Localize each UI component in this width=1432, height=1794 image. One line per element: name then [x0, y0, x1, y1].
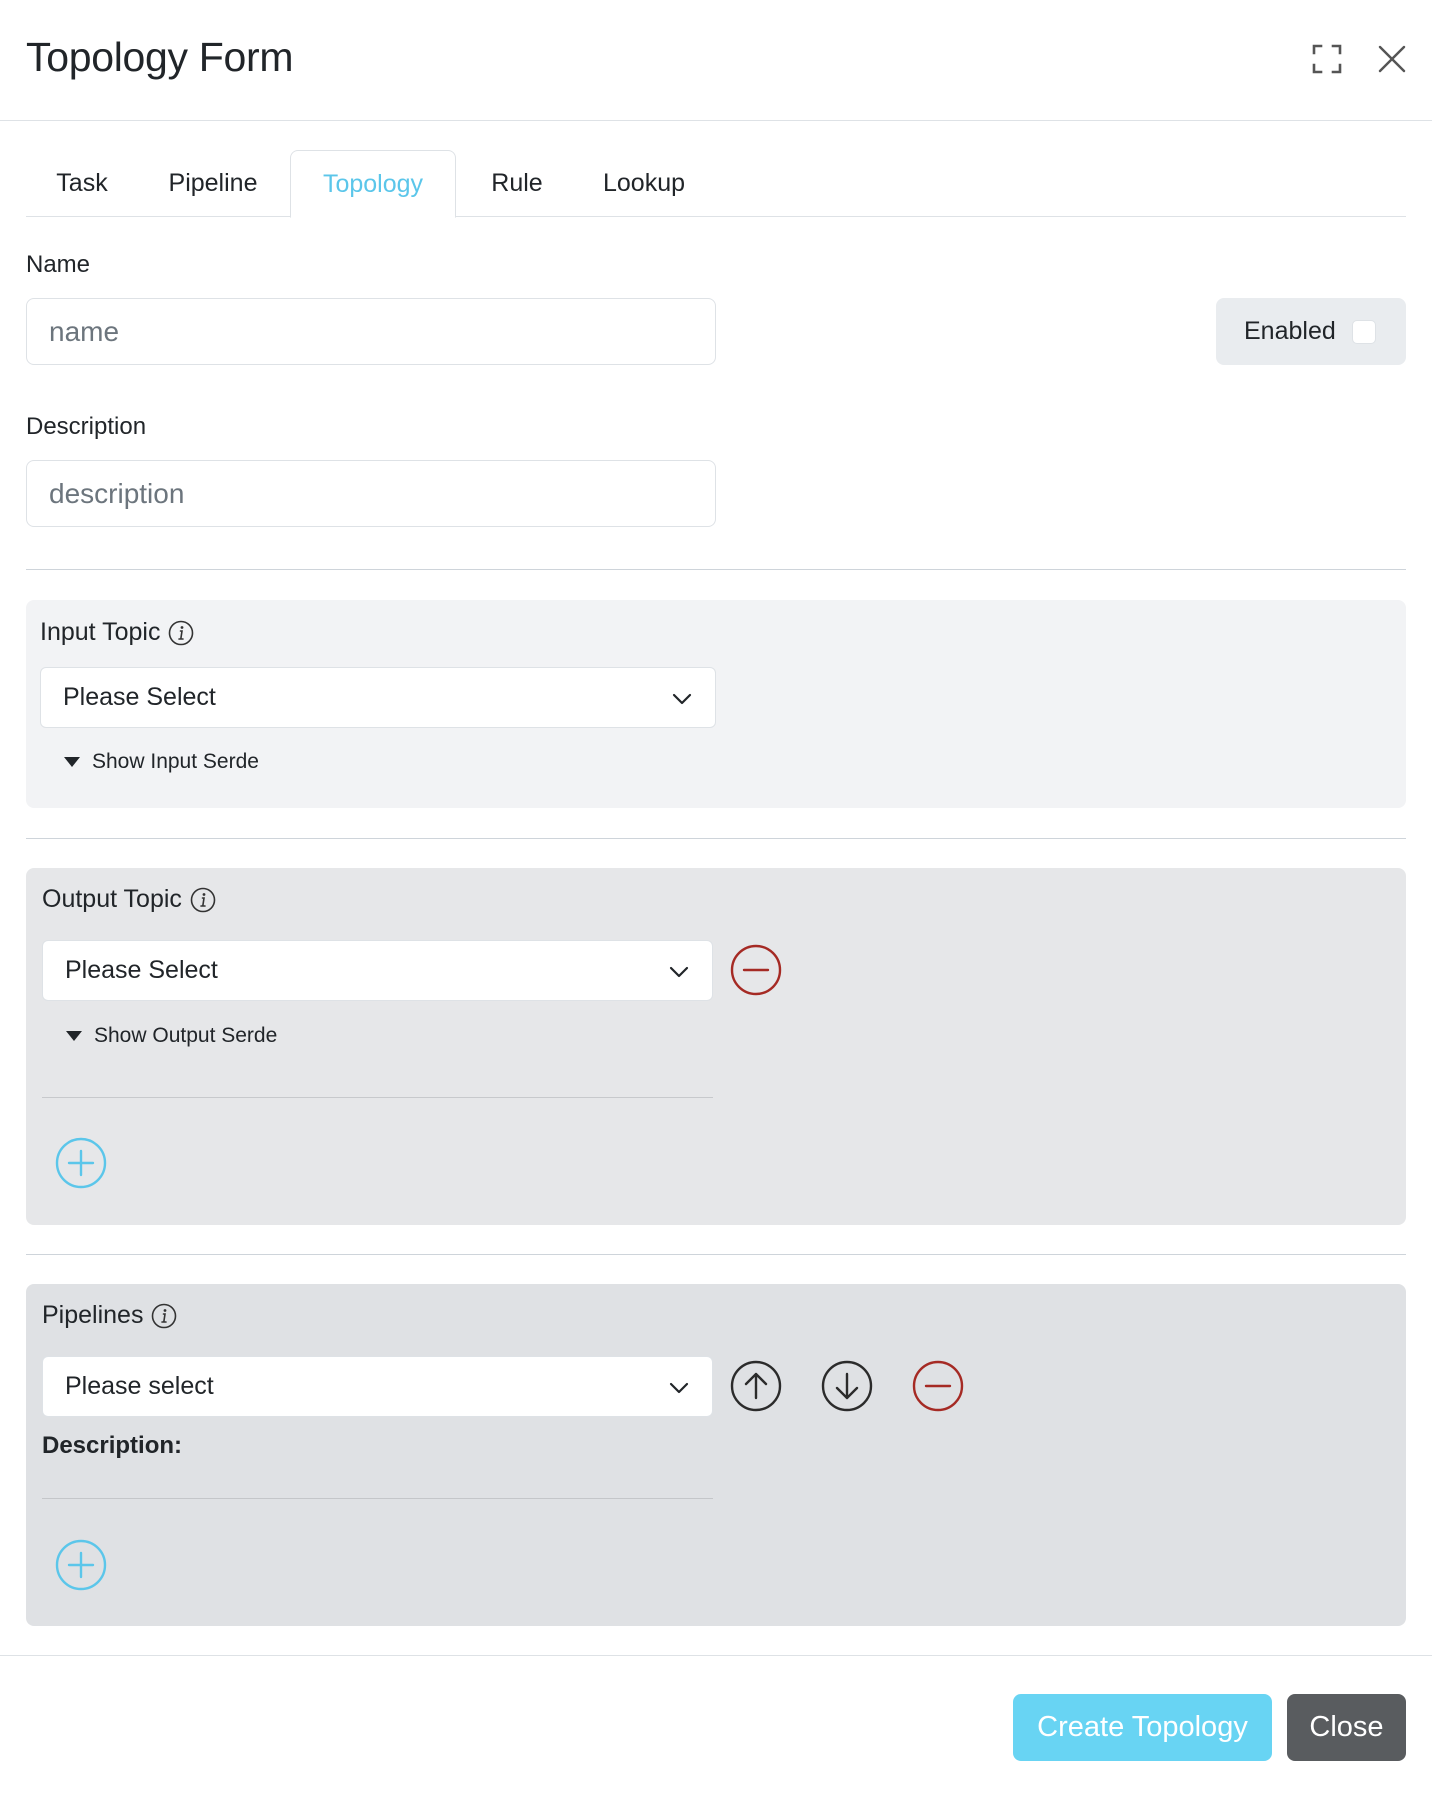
create-topology-button[interactable]: Create Topology [1013, 1694, 1272, 1761]
input-topic-label: Input Topic [40, 618, 161, 646]
pipelines-label: Pipelines [42, 1301, 144, 1329]
pipeline-description-label: Description: [42, 1432, 183, 1459]
tab-task[interactable]: Task [56, 169, 108, 197]
tab-rule[interactable]: Rule [491, 169, 543, 197]
tab-lookup[interactable]: Lookup [602, 169, 686, 197]
maximize-icon[interactable] [1306, 38, 1348, 80]
caret-down-icon [66, 1031, 82, 1041]
show-input-serde-label: Show Input Serde [92, 750, 259, 773]
tab-topology[interactable]: Topology [290, 150, 456, 218]
enabled-checkbox[interactable] [1352, 320, 1376, 344]
modal-header [0, 0, 1432, 121]
info-icon[interactable] [190, 887, 216, 913]
output-topic-select[interactable] [42, 940, 713, 1001]
tab-bar [26, 150, 1406, 217]
input-topic-select-value: Please Select [63, 683, 216, 711]
input-topic-select[interactable] [40, 667, 716, 728]
input-topic-section [26, 600, 1406, 808]
description-label: Description [26, 413, 147, 440]
pipelines-section [26, 1284, 1406, 1626]
output-topic-section [26, 868, 1406, 1225]
info-icon[interactable] [168, 620, 194, 646]
name-input[interactable]: name [26, 298, 716, 365]
chevron-down-icon [668, 1377, 690, 1399]
remove-pipeline-icon[interactable] [912, 1360, 964, 1412]
pipelines-title [42, 1301, 177, 1330]
divider [26, 569, 1406, 570]
show-input-serde-toggle[interactable] [64, 750, 259, 774]
modal-footer [0, 1655, 1432, 1794]
divider [42, 1097, 713, 1098]
divider [26, 838, 1406, 839]
close-button[interactable]: Close [1287, 1694, 1406, 1761]
modal-title: Topology Form [26, 34, 294, 80]
pipeline-select-value: Please select [65, 1372, 214, 1400]
add-output-topic-icon[interactable] [55, 1137, 107, 1189]
output-topic-title [42, 885, 216, 914]
caret-down-icon [64, 757, 80, 767]
chevron-down-icon [671, 688, 693, 710]
description-input[interactable]: description [26, 460, 716, 527]
enabled-label: Enabled [1244, 317, 1336, 345]
add-pipeline-icon[interactable] [55, 1539, 107, 1591]
chevron-down-icon [668, 961, 690, 983]
show-output-serde-label: Show Output Serde [94, 1024, 278, 1047]
remove-output-topic-icon[interactable] [730, 944, 782, 996]
output-topic-label: Output Topic [42, 885, 182, 913]
input-topic-title [40, 618, 194, 647]
name-label: Name [26, 251, 91, 278]
info-icon[interactable] [151, 1303, 177, 1329]
enabled-toggle[interactable] [1216, 298, 1406, 365]
divider [26, 1254, 1406, 1255]
show-output-serde-toggle[interactable] [66, 1024, 277, 1048]
pipeline-select[interactable] [42, 1356, 713, 1417]
close-icon[interactable] [1371, 38, 1413, 80]
tab-pipeline[interactable]: Pipeline [168, 169, 258, 197]
divider [42, 1498, 713, 1499]
move-up-icon[interactable] [730, 1360, 782, 1412]
move-down-icon[interactable] [821, 1360, 873, 1412]
output-topic-select-value: Please Select [65, 956, 218, 984]
